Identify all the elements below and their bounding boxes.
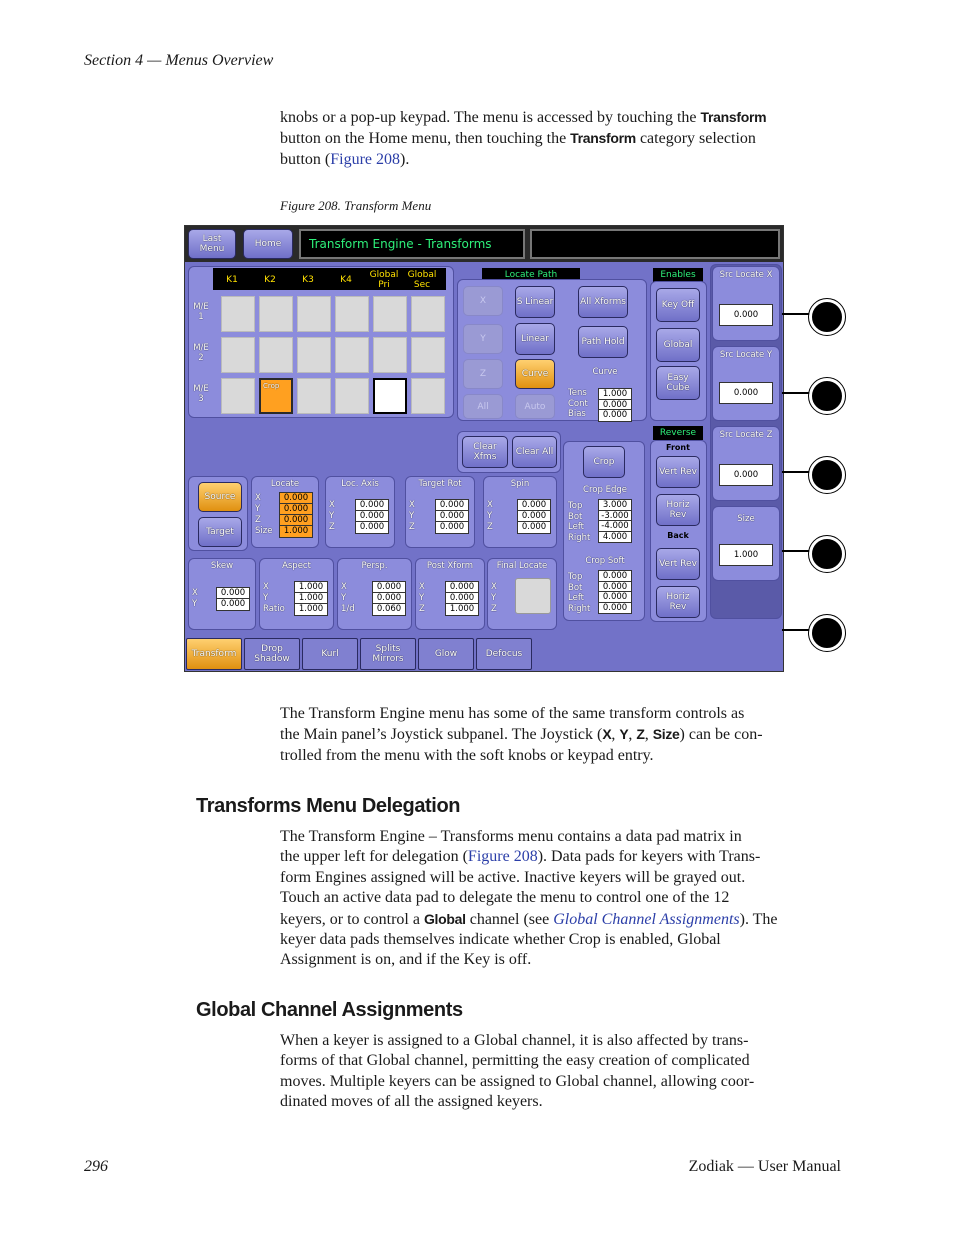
category-tabs [185,638,783,671]
home-button[interactable]: Home [243,229,293,259]
matrix-data-pad[interactable] [259,296,293,332]
p2-text-3: form Engines assigned will be active. Inactive keyers will be grayed out. [280,868,746,886]
persp-axis-label: Y [341,593,347,603]
persp-value[interactable]: 0.060 [372,603,406,616]
intro-text-3: category selection [635,130,756,148]
matrix-data-pad[interactable] [373,337,407,373]
crop-edge-label: Top [568,501,583,511]
src-locate-z-value[interactable]: 0.000 [719,464,773,486]
p2-text-6: keyer data pads themselves indicate whether Crop is enabled, Global [280,931,721,949]
persp-axis-label: 1/d [341,604,355,614]
p1-text-1: The Transform Engine menu has some of the same transform controls as [280,705,745,722]
soft-knob-4-icon[interactable] [809,536,845,572]
intro-text-1: knobs or a pop-up keypad. The menu is accessed by touching the [280,109,701,126]
p3-text-2: forms of that Global channel, permitting the easy creation of complicated [280,1052,750,1070]
matrix-cells [221,296,451,418]
auto-button[interactable]: Auto [515,394,555,419]
soft-knob-3-icon[interactable] [809,457,845,493]
path-hold-button[interactable]: Path Hold [578,326,628,358]
path-z-button[interactable]: Z [463,359,503,389]
crop-soft-value[interactable]: 0.000 [598,602,632,615]
page-number: 296 [84,1158,108,1175]
tab-kurl[interactable]: Kurl [302,638,358,670]
loc-axis-axis-label: Y [329,511,335,521]
crop-edge-value[interactable]: -4.000 [598,520,632,533]
spin-value[interactable]: 0.000 [517,521,551,534]
transform-value-row-1 [185,476,565,551]
x-ui-ref: X [602,726,612,743]
menu-status-box [530,229,780,259]
heading-transforms-menu-delegation: Transforms Menu Delegation [196,795,461,817]
persp-title: Persp. [361,561,388,571]
post-xform-title: Post Xform [426,561,474,571]
matrix-data-pad[interactable] [373,378,407,414]
matrix-row-label: M/E 1 [193,302,209,322]
delegation-paragraph [280,827,842,971]
crop-button[interactable]: Crop [583,446,625,478]
locate-value[interactable]: 0.000 [279,492,313,505]
locate-title: Locate [270,479,300,489]
front-horiz-rev-button[interactable]: Horiz Rev [656,494,700,526]
target-rot-axis-label: X [409,500,415,510]
locate-axis-label: Y [255,504,261,514]
crop-edge-value[interactable]: 3.000 [598,499,632,512]
locate-path-title: Locate Path [482,268,580,281]
src-locate-z-title: Src Locate Z [719,430,773,440]
soft-knob-5-icon[interactable] [809,615,845,651]
transform-menu-figure [184,225,784,672]
crop-indicator: Crop [263,382,280,390]
p2-text-7: Assignment is on, and if the Key is off. [280,951,532,969]
p2-text-4: Touch an active data pad to delegate the menu to control one of the 12 [280,889,730,907]
tab-defocus[interactable]: Defocus [476,638,532,670]
crop-edge-label: Right [568,532,591,543]
spin-value[interactable]: 0.000 [517,510,551,523]
easy-cube-button[interactable]: Easy Cube [656,366,700,400]
crop-edge-title: Crop Edge [583,485,627,495]
figure-link-2[interactable]: Figure 208 [467,848,538,866]
aspect-value[interactable]: 1.000 [294,581,328,594]
skew-axis-label: X [192,588,198,598]
loc-axis-value[interactable]: 0.000 [355,521,389,534]
z-ui-ref: Z [636,726,645,743]
matrix-data-pad[interactable] [335,378,369,414]
crop-edge-value[interactable]: -3.000 [598,510,632,523]
p2-text-2b: ). Data pads for keyers with Trans- [537,848,761,866]
key-off-button[interactable]: Key Off [656,288,700,322]
matrix-column-header: Global Sec [407,270,437,290]
persp-value[interactable]: 0.000 [372,592,406,605]
loc-axis-title: Loc. Axis [341,479,379,489]
skew-value[interactable]: 0.000 [216,587,250,600]
knob-1-leader [782,313,812,315]
knob-4-leader [782,550,812,552]
spin-title: Spin [510,479,530,489]
p2-text-5b: channel (see [465,910,554,928]
intro-paragraph [280,107,842,170]
crop-soft-value[interactable]: 0.000 [598,591,632,604]
p2-text-5a: keyers, or to control a [280,910,424,928]
tab-transform[interactable]: Transform [186,638,242,670]
intro-text-4: button ( [280,150,331,168]
p2-text-5c: ). The [739,910,778,928]
heading-global-channel-assignments: Global Channel Assignments [196,999,463,1021]
matrix-row-label: M/E 2 [193,343,209,363]
back-label: Back [667,531,689,540]
p3-text-1: When a keyer is assigned to a Global channel, it is also affected by trans- [280,1032,749,1049]
path-y-button[interactable]: Y [463,324,503,354]
p2-text-1: The Transform Engine – Transforms menu contains a data pad matrix in [280,828,742,845]
spin-axis-label: Z [487,522,493,532]
crop-soft-label: Right [568,603,591,614]
s-linear-button[interactable]: S Linear [515,286,555,318]
target-rot-value[interactable]: 0.000 [435,499,469,512]
matrix-data-pad[interactable] [221,296,255,332]
final-locate-axis-label: X [491,582,497,592]
curve-button[interactable]: Curve [515,359,555,389]
matrix-data-pad[interactable] [259,337,293,373]
matrix-row-label: M/E 3 [193,384,209,404]
src-locate-y-value[interactable]: 0.000 [719,382,773,404]
final-locate-axis-label: Y [491,593,497,603]
aspect-value[interactable]: 1.000 [294,603,328,616]
post-xform-axis-label: Z [419,604,425,614]
running-header: Section 4 — Menus Overview [84,52,274,69]
final-locate-pad[interactable] [515,578,551,614]
knob-2-leader [782,392,812,394]
crop-edge-label: Left [568,522,584,532]
curve-panel-title: Curve [592,367,618,377]
target-rot-value[interactable]: 0.000 [435,521,469,534]
crop-edge-value[interactable]: 4.000 [598,531,632,544]
matrix-column-header: K3 [302,275,314,285]
transform-ui-ref-1: Transform [700,109,767,125]
global-button[interactable]: Global [656,328,700,362]
p1-comma-3: , [644,726,653,744]
p3-text-3: moves. Multiple keyers can be assigned to Global channel, allowing coor- [280,1072,755,1090]
curve-value[interactable]: 0.000 [598,409,632,422]
skew-title: Skew [210,561,234,571]
skew-axis-label: Y [192,599,198,609]
loc-axis-axis-label: Z [329,522,335,532]
aspect-axis-label: Ratio [263,604,285,614]
linear-button[interactable]: Linear [515,323,555,355]
matrix-column-header: K2 [264,275,276,285]
matrix-columns [213,270,446,290]
last-menu-button[interactable]: Last Menu [188,229,236,259]
p2-text-2a: the upper left for delegation ( [280,848,468,866]
matrix-data-pad[interactable] [297,296,331,332]
p1-text-4: trolled from the menu with the soft knobs or keypad entry. [280,746,654,764]
loc-axis-value[interactable]: 0.000 [355,499,389,512]
skew-value[interactable]: 0.000 [216,598,250,611]
target-rot-title: Target Rot [418,479,462,489]
crop-soft-label: Top [568,572,583,582]
back-horiz-rev-button[interactable]: Horiz Rev [656,586,700,618]
matrix-data-pad[interactable] [221,378,255,414]
global-channel-assignments-link[interactable]: Global Channel Assignments [553,910,740,928]
p1-comma-2: , [628,726,637,744]
matrix-data-pad[interactable] [335,296,369,332]
locate-value[interactable]: 0.000 [279,514,313,527]
curve-label: Bias [568,409,586,419]
global-ui-ref: Global [423,910,466,927]
knob-3-leader [782,471,812,473]
crop-soft-value[interactable]: 0.000 [598,570,632,583]
loc-axis-value[interactable]: 0.000 [355,510,389,523]
post-xform-axis-label: Y [419,593,425,603]
final-locate-axis-label: Z [491,604,497,614]
post-xform-value[interactable]: 1.000 [445,603,479,616]
loc-axis-axis-label: X [329,500,335,510]
curve-label: Cont [568,398,588,409]
front-label: Front [666,443,690,452]
matrix-data-pad[interactable] [373,296,407,332]
curve-label: Tens [568,388,587,398]
matrix-column-header: K4 [340,275,352,285]
spin-value[interactable]: 0.000 [517,499,551,512]
target-rot-axis-label: Z [409,522,415,532]
post-xform-axis-label: X [419,582,425,592]
size-ui-ref: Size [652,726,680,743]
curve-value[interactable]: 1.000 [598,388,632,401]
soft-knob-1-icon[interactable] [809,299,845,335]
path-x-button[interactable]: X [463,286,503,316]
enables-title: Enables [653,268,703,282]
p1-text-2: the Main panel’s Joystick subpanel. The Joystick ( [280,726,603,744]
target-button[interactable]: Target [198,517,242,547]
matrix-data-pad[interactable] [221,337,255,373]
knob-5-leader [782,629,812,631]
crop-edge-label: Bot [568,511,583,522]
persp-value[interactable]: 0.000 [372,581,406,594]
matrix-data-pad[interactable] [411,378,445,414]
matrix-rows [187,294,215,414]
post-xform-value[interactable]: 0.000 [445,581,479,594]
locate-axis-label: Size [255,526,273,536]
tab-drop-shadow[interactable]: Drop Shadow [244,638,300,670]
matrix-data-pad[interactable] [411,337,445,373]
curve-value[interactable]: 0.000 [598,399,632,412]
path-all-button[interactable]: All [463,394,503,419]
crop-soft-label: Left [568,593,584,603]
transform-value-row-2 [185,558,565,633]
y-ui-ref: Y [619,726,629,743]
matrix-data-pad[interactable] [259,378,293,414]
crop-soft-label: Bot [568,582,583,593]
crop-soft-title: Crop Soft [585,556,625,566]
reverse-title: Reverse [653,426,703,440]
locate-axis-label: X [255,493,261,503]
locate-value[interactable]: 0.000 [279,503,313,516]
aspect-title: Aspect [282,561,311,571]
p1-comma-1: , [611,726,620,744]
aspect-axis-label: X [263,582,269,592]
tab-splits-mirrors[interactable]: Splits Mirrors [360,638,416,670]
all-xforms-button[interactable]: All Xforms [578,286,628,318]
footer-title: Zodiak — User Manual [688,1158,841,1175]
locate-axis-label: Z [255,515,261,525]
crop-soft-value[interactable]: 0.000 [598,581,632,594]
target-rot-value[interactable]: 0.000 [435,510,469,523]
matrix-data-pad[interactable] [411,296,445,332]
size-title: Size [737,514,755,524]
front-vert-rev-button[interactable]: Vert Rev [656,456,700,488]
p3-text-4: dinated moves of all the assigned keyers. [280,1093,543,1111]
spin-axis-label: X [487,500,493,510]
src-locate-x-value[interactable]: 0.000 [719,304,773,326]
src-locate-y-title: Src Locate Y [719,350,773,360]
menu-title: Transform Engine - Transforms [299,229,525,259]
size-value[interactable]: 1.000 [719,544,773,566]
spin-axis-label: Y [487,511,493,521]
matrix-column-header: Global Pri [369,270,399,290]
figure-caption: Figure 208. Transform Menu [280,198,432,213]
post-xform-value[interactable]: 0.000 [445,592,479,605]
matrix-column-header: K1 [226,275,238,285]
tab-glow[interactable]: Glow [418,638,474,670]
p1-text-3: ) can be con- [679,726,763,744]
intro-text-2: button on the Home menu, then touching the [280,130,571,148]
aspect-axis-label: Y [263,593,269,603]
joystick-paragraph [280,704,842,766]
matrix-data-pad[interactable] [297,337,331,373]
intro-text-5: ). [400,150,410,168]
target-rot-axis-label: Y [409,511,415,521]
clear-all-button[interactable]: Clear All [512,436,557,468]
transform-ui-ref-2: Transform [570,130,636,147]
soft-knob-2-icon[interactable] [809,378,845,414]
aspect-value[interactable]: 1.000 [294,592,328,605]
locate-value[interactable]: 1.000 [279,525,313,538]
matrix-data-pad[interactable] [335,337,369,373]
clear-xfms-button[interactable]: Clear Xfms [462,436,508,468]
matrix-data-pad[interactable] [297,378,331,414]
back-vert-rev-button[interactable]: Vert Rev [656,548,700,580]
final-locate-title: Final Locate [496,561,548,571]
figure-link[interactable]: Figure 208 [330,150,400,168]
source-button[interactable]: Source [198,482,242,512]
src-locate-x-title: Src Locate X [719,270,773,280]
global-paragraph [280,1031,842,1113]
persp-axis-label: X [341,582,347,592]
